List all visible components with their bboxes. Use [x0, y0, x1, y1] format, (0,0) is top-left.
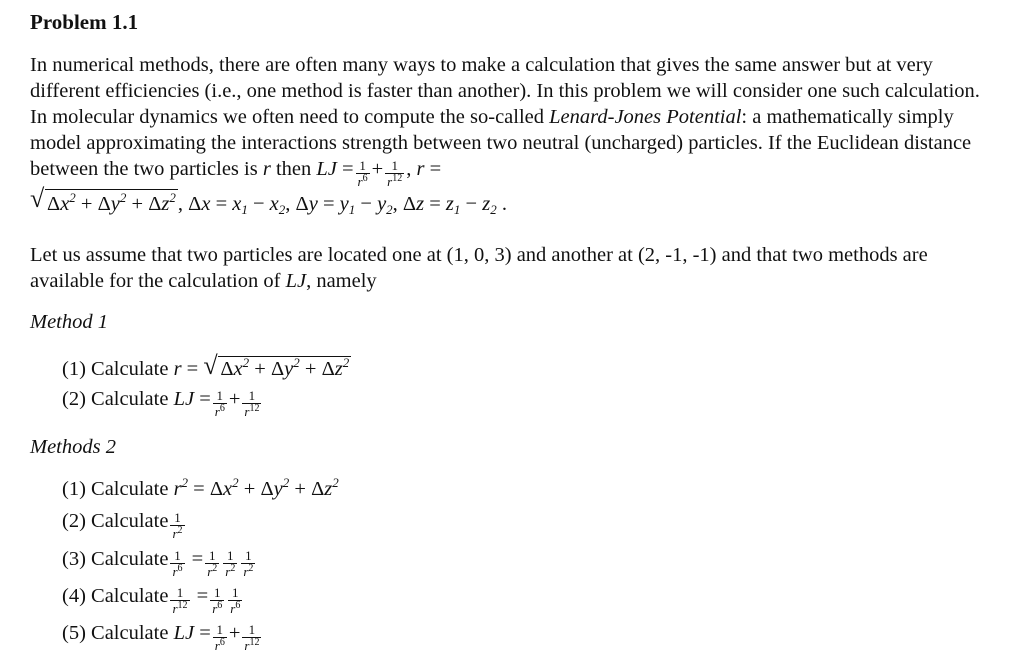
potential-name: Lenard-Jones Potential: [549, 106, 742, 128]
method1-heading: Method 1: [30, 311, 108, 333]
problem-title: Problem 1.1: [30, 10, 139, 34]
method1-step-1: (1) Calculate r = √ $\Delta x^2 + \Delta y^2 + \Delta z^2$: [62, 351, 350, 380]
distance-formula: √ $\Delta x^2 + \Delta y^2 + \Delta z^2$, $\Delta x = x_1 - x_2$, $\Delta y = y_1 - y_2$, $\Delta z = z_1 - z_2$ .: [30, 184, 507, 217]
method2-step-5: (5) Calculate LJ = $\frac{1}{r^6}$ + $\frac{1}{r^{12}}$: [62, 622, 260, 653]
method2-step-2: (2) Calculate $\frac{1}{r^2}$: [62, 510, 183, 541]
method1-step-2: (2) Calculate LJ = $\frac{1}{r^6}$ + $\frac{1}{r^{12}}$: [62, 388, 260, 419]
method2-step-4: (4) Calculate $\frac{1}{r^{12}}$ = $\frac{1}{r^6}$ $\frac{1}{r^6}$: [62, 585, 241, 616]
method2-step-3: (3) Calculate $\frac{1}{r^6}$ = $\frac{1}{r^2}$ $\frac{1}{r^2}$ $\frac{1}{r^2}$: [62, 548, 254, 579]
method2-heading: Methods 2: [30, 436, 116, 458]
setup-paragraph: Let us assume that two particles are located one at (1, 0, 3) and another at (2, -1, -1) and that two methods are available for the calculation of LJ, namely: [30, 244, 928, 292]
intro-text: In numerical methods, there are often many ways to make a calculation that gives the same answer but at very different efficiencies (i.e., one method is faster than another). In this problem we will consider one such calculation. In molecular dynamics we often need to compute the so-called: [30, 54, 980, 128]
lj-formula: LJ: [316, 158, 337, 180]
intro-paragraph: In numerical methods, there are often many ways to make a calculation that gives the same answer but at very different efficiencies (i.e., one method is faster than another). In this problem we will consider one such calculation. In molecular dynamics we often need to compute the so-called Lenard-Jones Potential: a mathematically simply model approximating the interactions strength between two neutral (uncharged) particles. If the Euclidean distance between the two particles is r then LJ = $\frac{1}{r^6}$ + $\frac{1}{r^{12}}$ , r = √ $\Delta x^2 + \Delta y^2 + \Delta z^2$, $\Delta x = x_1 - x_2$, $\Delta y = y_1 - y_2$, $\Delta z = z_1 - z_2$ .: [30, 54, 980, 217]
intro-text-2: : a mathematically simply model approximating the interactions strength between two neutral (uncharged) particles. If the Euclidean distance between the two particles is: [30, 106, 972, 180]
method2-step-1: (1) Calculate $r^2 = \Delta x^2 + \Delta y^2 + \Delta z^2$: [62, 475, 339, 500]
